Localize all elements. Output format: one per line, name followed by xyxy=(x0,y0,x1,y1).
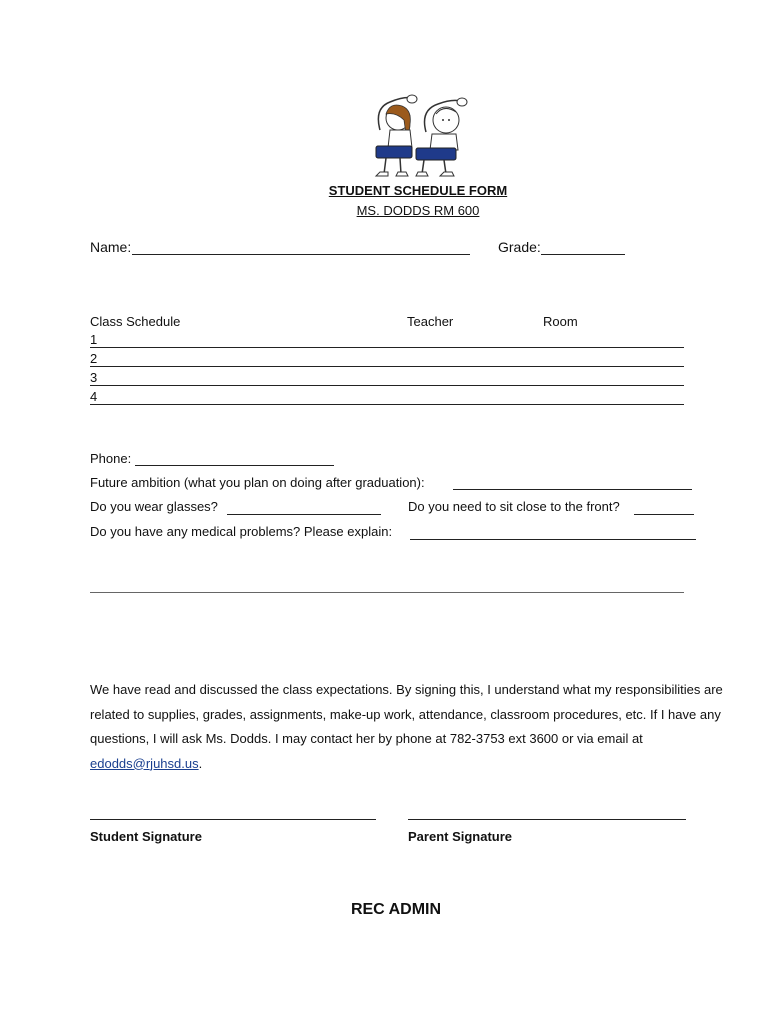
phone-field[interactable] xyxy=(135,465,334,466)
medical-field[interactable] xyxy=(410,539,696,540)
schedule-row-4-field[interactable] xyxy=(90,404,684,405)
parent-signature-label: Parent Signature xyxy=(408,829,513,844)
glasses-label: Do you wear glasses? xyxy=(90,499,218,514)
schedule-row-number: 3 xyxy=(90,370,98,385)
email-link[interactable]: edodds@rjuhsd.us xyxy=(90,755,199,771)
medical-extra-line[interactable] xyxy=(90,592,684,593)
schedule-row-1-field[interactable] xyxy=(90,347,684,348)
grade-field[interactable] xyxy=(541,254,625,255)
schedule-row-3-field[interactable] xyxy=(90,385,684,386)
agreement-paragraph xyxy=(90,678,750,776)
ambition-label: Future ambition (what you plan on doing after graduation): xyxy=(90,475,425,490)
room-header: Room xyxy=(543,314,578,329)
schedule-row-number: 2 xyxy=(90,351,98,366)
teacher-header: Teacher xyxy=(407,314,454,329)
schedule-row-2-field[interactable] xyxy=(90,366,684,367)
class-schedule-header: Class Schedule xyxy=(90,314,181,329)
glasses-field[interactable] xyxy=(227,514,381,515)
parent-signature-line[interactable] xyxy=(408,819,686,820)
kids-stretching-clipart xyxy=(360,90,472,182)
student-signature-line[interactable] xyxy=(90,819,376,820)
form-subtitle: MS. DODDS RM 600 xyxy=(356,203,480,218)
front-seat-field[interactable] xyxy=(634,514,694,515)
schedule-row-number: 4 xyxy=(90,389,98,404)
phone-label: Phone: xyxy=(90,451,132,466)
medical-label: Do you have any medical problems? Please explain: xyxy=(90,524,393,539)
agreement-text: We have read and discussed the class expectations. By signing this, I understand what my responsibilities are related to supplies, grades, assignments, make-up work, attendance, classroom procedures, etc. If I have any questions, I will ask Ms. Dodds. I may contact her by phone at 782-3753 ext 3600 or via email at xyxy=(90,682,723,746)
front-seat-label: Do you need to sit close to the front? xyxy=(408,499,620,514)
student-signature-label: Student Signature xyxy=(90,829,202,844)
grade-label: Grade: xyxy=(498,239,541,255)
footer-rec-admin: REC ADMIN xyxy=(350,901,442,918)
name-field[interactable] xyxy=(132,254,470,255)
schedule-row-number: 1 xyxy=(90,332,98,347)
ambition-field[interactable] xyxy=(453,489,692,490)
agreement-end: . xyxy=(198,755,203,771)
name-label: Name: xyxy=(90,239,132,255)
form-title: STUDENT SCHEDULE FORM xyxy=(328,183,508,198)
